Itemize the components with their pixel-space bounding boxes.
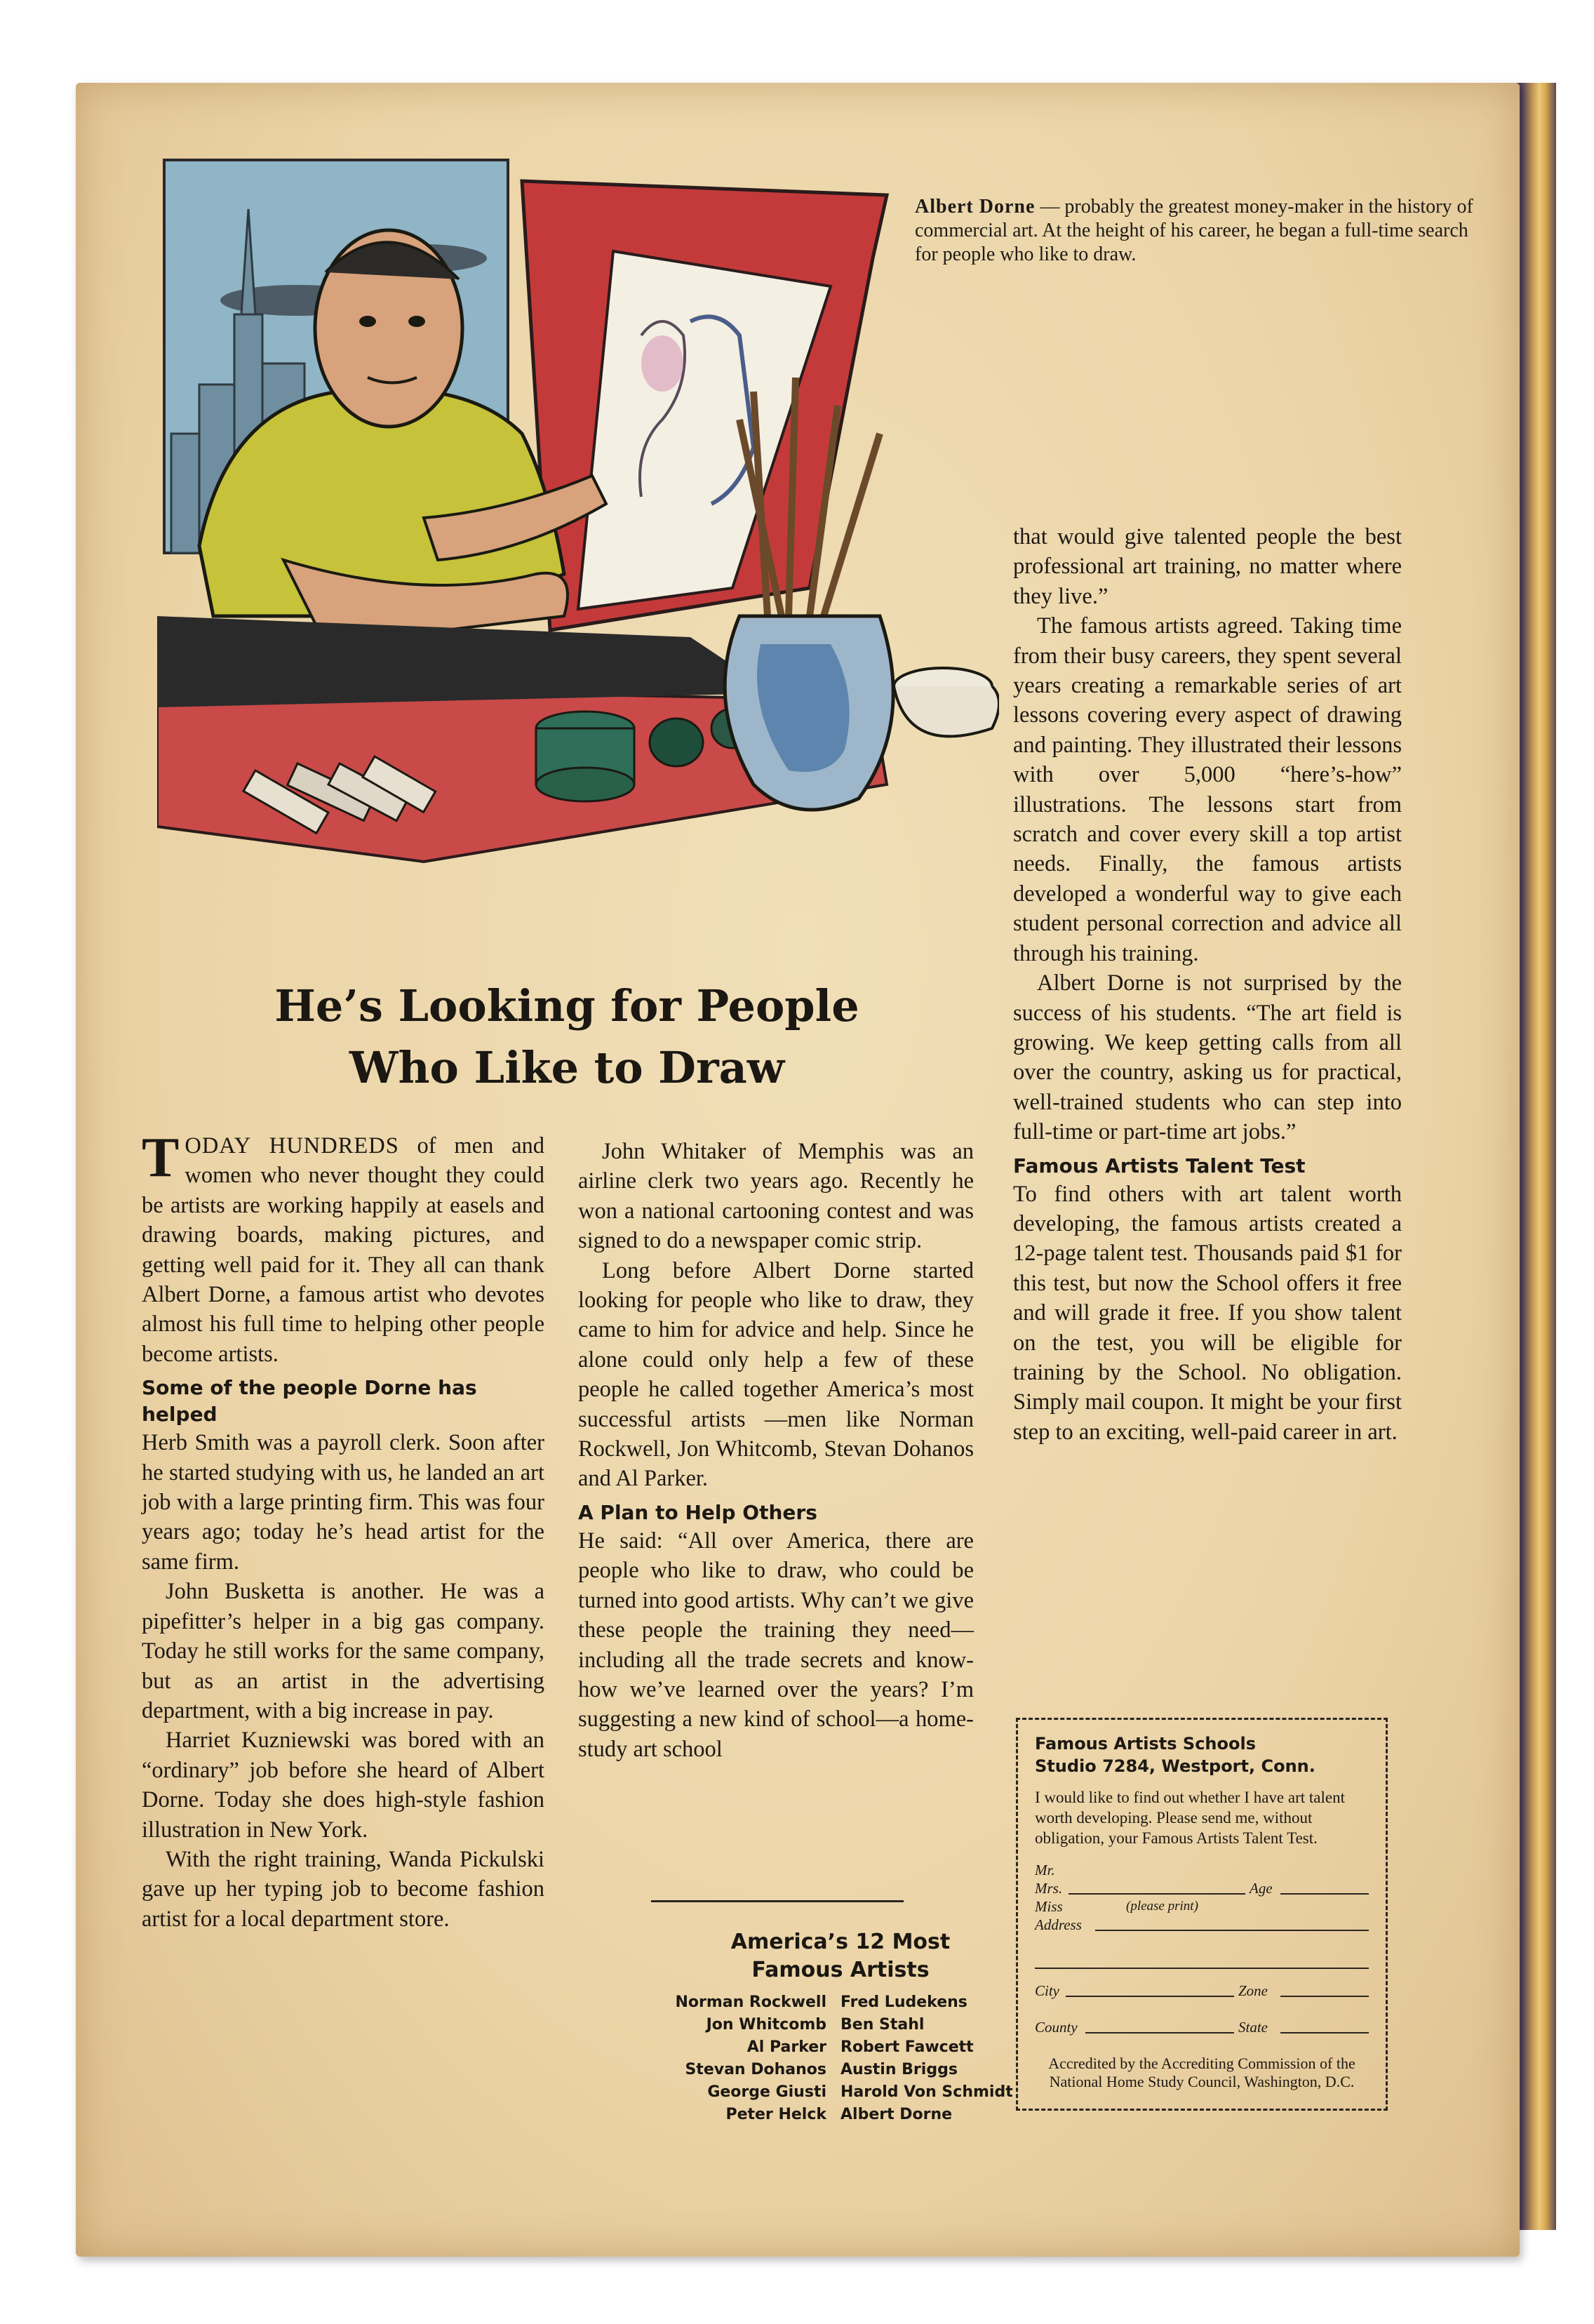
headline — [153, 975, 981, 1099]
column3-paragraph-2: The famous artists agreed. Taking time from their busy careers, they spent several years creating a remarkable series of art lessons covering every aspect of drawing and painting. They illustrated their lessons with over 5,000 “here’s-how” illustrations. The lessons start from scratch and cover every skill a top artist needs. Finally, the famous artists developed a wonderful way to give each student personal correction and advice all through his training. — [1013, 613, 1402, 966]
column2-paragraph-3: He said: “All over America, there are people who like to draw, who could be turned into good artists. Why can’t we give these people the training they need—including all the trade secrets and know-how we’ve learned over the years? I’m suggesting a new kind of school—a home-study art school — [578, 1528, 974, 1762]
comic-page — [76, 83, 1520, 2257]
mail-coupon — [1016, 1718, 1388, 2111]
column1-paragraph-3: John Busketta is another. He was a pipefitter’s helper in a big gas company. Today he still works for the same company, but as an artist in the advertising department, with a big increase in pay. — [142, 1579, 544, 1723]
address-line-2 — [1035, 1968, 1369, 1969]
article-column-3 — [1013, 522, 1402, 1447]
coupon-field-address — [1035, 1916, 1369, 1934]
coupon-accreditation: Accredited by the Accrediting Commission of the National Home Study Council, Washington, D.C. — [1048, 2055, 1355, 2090]
coupon-field-county — [1035, 2018, 1369, 2036]
column1-paragraph-4: Harriet Kuzniewski was bored with an “ordinary” job before she heard of Albert Dorne. Today she does high-style fashion illustration in New York. — [142, 1728, 544, 1843]
column2-subhead: A Plan to Help Others — [578, 1500, 817, 1524]
headline-line-1: He’s Looking for People — [274, 980, 859, 1031]
column1-paragraph-2: Herb Smith was a payroll clerk. Soon after he started studying with us, he landed an art job with a large printing firm. This was four years ago; today he’s head artist for the same firm. — [142, 1430, 544, 1575]
mr-label: Mr. — [1035, 1862, 1055, 1878]
illustration-caption — [915, 195, 1490, 267]
column1-paragraph-5: With the right training, Wanda Pickulski gave up her typing job to become fashion artist for a local department store. — [142, 1846, 544, 1932]
artist-name: Fred Ludekens — [840, 1994, 967, 2011]
coupon-field-mr — [1035, 1861, 1369, 1879]
artist-name: Stevan Dohanos — [685, 2061, 826, 2078]
artists-list-title — [637, 1928, 1044, 1984]
coupon-body: I would like to find out whether I have art talent worth developing. Please send me, without obligation, your Famous Artists Talent Test. — [1035, 1789, 1345, 1847]
artist-name: Al Parker — [746, 2038, 826, 2056]
artists-title-line-1: America’s 12 Most — [730, 1930, 951, 1954]
column2-paragraph-1: John Whitaker of Memphis was an airline clerk two years ago. Recently he won a national cartooning contest and was signed to do a newspaper comic strip. — [578, 1139, 974, 1254]
lead-caps: ODAY HUNDREDS — [185, 1133, 399, 1158]
address-label: Address — [1035, 1916, 1082, 1933]
column3-paragraph-4: To find others with art talent worth developing, the famous artists created a 12-page talent test. Thousands paid $1 for this test, but now the School offers it free and will grade it free. If you show talent on the test, you will be eligible for training by the School. No obligation. Simply mail coupon. It might be your first step to an exciting, well-paid career in art. — [1013, 1181, 1402, 1445]
coupon-field-blank — [1035, 1954, 1369, 1972]
zone-line — [1280, 1996, 1369, 1997]
county-label: County — [1035, 2019, 1078, 2036]
artist-name: Norman Rockwell — [675, 1994, 826, 2011]
column2-divider — [651, 1900, 904, 1902]
print-note: (please print) — [1126, 1899, 1198, 1914]
column3-paragraph-3: Albert Dorne is not surprised by the success of his students. “The art field is growing. We keep getting calls from all over the country, asking us for practical, well-trained students who can step into full-time or part-time art jobs.” — [1013, 970, 1402, 1145]
name-line — [1069, 1893, 1245, 1895]
coupon-header-2: Studio 7284, Westport, Conn. — [1035, 1756, 1315, 1776]
state-label: State — [1238, 2019, 1268, 2036]
artist-name: Robert Fawcett — [840, 2038, 974, 2056]
artist-name: Austin Briggs — [840, 2061, 958, 2078]
column2-paragraph-2: Long before Albert Dorne started looking for people who like to draw, they came to him for advice and help. Since he alone could only help a few of these people he called together America’s most successful artists —men like Norman Rockwell, Jon Whitcomb, Stevan Dohanos and Al Parker. — [578, 1257, 974, 1492]
artist-name: Jon Whitcomb — [706, 2016, 826, 2034]
article-column-1 — [142, 1127, 545, 1934]
column1-subhead: Some of the people Dorne has helped — [142, 1376, 477, 1427]
column1-paragraph-1 — [142, 1127, 545, 1369]
artist-illustration — [157, 153, 999, 995]
caption-name: Albert Dorne — [915, 196, 1036, 218]
mrs-label: Mrs. — [1035, 1880, 1063, 1897]
dropcap: T — [142, 1127, 180, 1189]
miss-label: Miss — [1035, 1898, 1063, 1915]
column3-paragraph-1: that would give talented people the best professional art training, no matter where they live.” — [1013, 524, 1402, 609]
adjacent-page-edge — [1514, 83, 1556, 2230]
headline-line-2: Who Like to Draw — [349, 1042, 785, 1093]
artist-name: Harold Von Schmidt — [840, 2083, 1013, 2101]
coupon-field-city — [1035, 1982, 1369, 2000]
coupon-header-1: Famous Artists Schools — [1035, 1734, 1256, 1754]
zone-label: Zone — [1238, 1982, 1268, 1999]
column1-p1-text: of men and women who never thought they could be artists are working happily at easels and drawing boards, making pictures, and getting well paid for it. They all can thank Albert Dorne, a famous artist who devotes almost his full time to helping other people become artists. — [142, 1133, 545, 1367]
artists-list-left — [560, 1991, 826, 2126]
article-column-2 — [578, 1137, 974, 1764]
coupon-field-mrs — [1035, 1879, 1369, 1897]
city-label: City — [1035, 1982, 1059, 1999]
state-line — [1280, 2032, 1369, 2034]
artists-title-line-2: Famous Artists — [751, 1958, 930, 1982]
artist-name: Albert Dorne — [840, 2106, 953, 2123]
age-label: Age — [1250, 1880, 1273, 1897]
city-line — [1066, 1996, 1234, 1997]
county-line — [1085, 2032, 1234, 2034]
artist-name: Peter Helck — [725, 2106, 826, 2123]
artist-name: George Giusti — [707, 2083, 826, 2101]
artist-name: Ben Stahl — [840, 2016, 925, 2034]
address-line — [1095, 1930, 1369, 1931]
column3-subhead: Famous Artists Talent Test — [1013, 1154, 1306, 1177]
caption-text: — probably the greatest money-maker in the history of commercial art. At the height of his career, he began a full-time search for people who like to draw. — [915, 196, 1473, 265]
coupon-field-miss — [1035, 1897, 1369, 1916]
age-line — [1280, 1893, 1369, 1895]
